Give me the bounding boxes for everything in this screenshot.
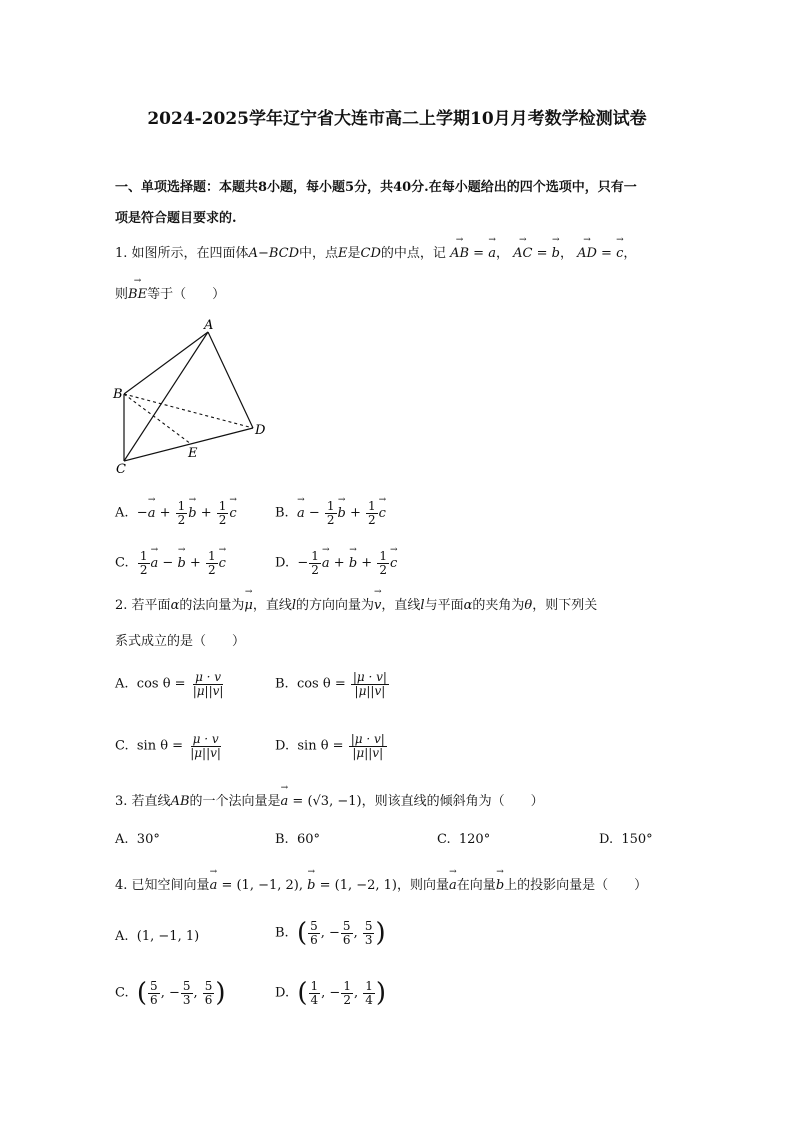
q3-option-c[interactable]: C. 120°	[437, 832, 491, 847]
vertex-label-d: D	[255, 423, 266, 438]
vertex-label-c: C	[116, 462, 126, 477]
question-2-line2: 系式成立的是（ ）	[115, 634, 246, 649]
q3-option-d[interactable]: D. 150°	[599, 832, 653, 847]
section-header-line1: 一、单项选择题：本题共8小题，每小题5分，共40分.在每小题给出的四个选项中，只有一	[115, 180, 637, 195]
question-2-line1: 2. 若平面α的法向量为→ μ，直线l的方向向量为→ v，直线l与平面α的夹角为θ，则下列关	[115, 598, 597, 614]
q1-option-b[interactable]: B. → a − $\frac{1}{2}$ → b + $\frac{1}{2}$ → c	[275, 500, 386, 526]
question-3: 3. 若直线AB的一个法向量是→ a = (√3, −1)，则该直线的倾斜角为（ ）	[115, 794, 544, 810]
page-title: 2024-2025学年辽宁省大连市高二上学期10月月考数学检测试卷	[147, 109, 647, 129]
vertex-label-e: E	[188, 446, 198, 461]
q2-option-c[interactable]: C. sin θ = $\frac{\mu \cdot v}{|\mu||v|}$	[115, 732, 221, 760]
section-header-line2: 项是符合题目要求的.	[115, 211, 237, 226]
q2-option-a[interactable]: A. cos θ = $\frac{\mu \cdot v}{|\mu||v|}$	[115, 670, 224, 698]
q4-option-d[interactable]: D. ( $\frac{1}{4}$ , − $\frac{1}{2}$ , $\frac{1}{4}$ )	[275, 978, 387, 1008]
q1-option-c[interactable]: C. $\frac{1}{2}$ → a − → b + $\frac{1}{2}$ → c	[115, 550, 226, 576]
q4-option-b[interactable]: B. ( $\frac{5}{6}$ , − $\frac{5}{6}$ , $\frac{5}{3}$ )	[275, 918, 386, 948]
question-4: 4. 已知空间向量→ a = (1, −1, 2), → b = (1, −2, 1)，则向量→ a在向量→ b上的投影向量是（ ）	[115, 878, 647, 894]
question-1-line2: 则→ BE等于（ ）	[115, 287, 225, 303]
q3-option-a[interactable]: A. 30°	[115, 832, 160, 847]
q4-option-a[interactable]: A. (1, −1, 1)	[115, 929, 200, 944]
q4-option-c[interactable]: C. ( $\frac{5}{6}$ , − $\frac{5}{3}$ , $\frac{5}{6}$ )	[115, 978, 226, 1008]
tetrahedron-figure	[110, 318, 280, 478]
vertex-label-b: B	[113, 387, 123, 402]
q2-option-d[interactable]: D. sin θ = $\frac{|\mu \cdot v|}{|\mu||v|}$	[275, 732, 385, 760]
vertex-label-a: A	[204, 318, 214, 333]
q3-option-b[interactable]: B. 60°	[275, 832, 320, 847]
q1-option-d[interactable]: D. − $\frac{1}{2}$ → a + → b + $\frac{1}{2}$ → c	[275, 550, 397, 576]
q2-option-b[interactable]: B. cos θ = $\frac{|\mu \cdot v|}{|\mu||v|}$	[275, 670, 387, 698]
q1-option-a[interactable]: A. −→ a + $\frac{1}{2}$ → b + $\frac{1}{2}$ → c	[115, 500, 237, 526]
question-1-line1: 1. 如图所示，在四面体A−BCD中，点E是CD的中点，记 → AB = → a， → AC = → b， → AD = → c，	[115, 246, 636, 262]
